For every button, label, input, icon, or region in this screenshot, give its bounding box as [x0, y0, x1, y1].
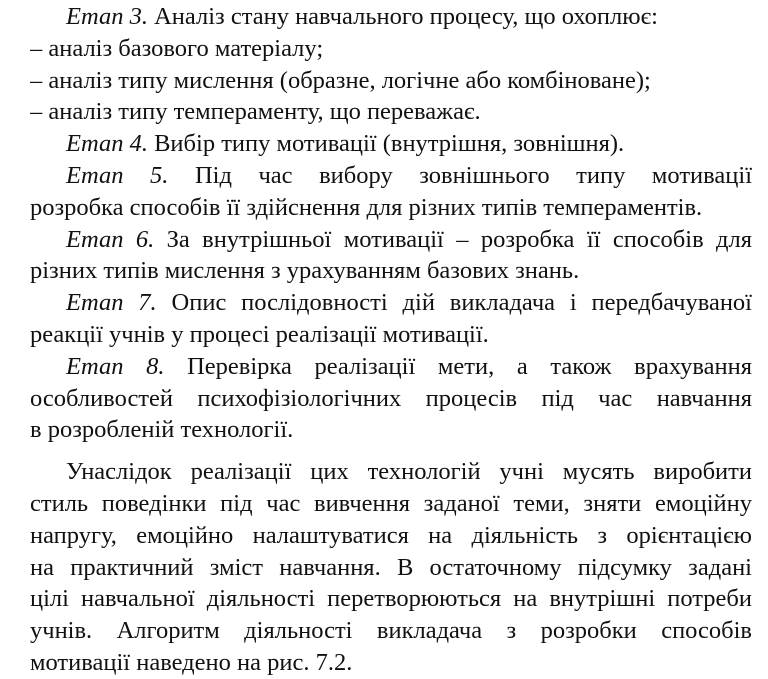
stage-4-label: Етап 4.: [66, 130, 148, 158]
stage-3-line: [30, 1, 752, 33]
conclusion-line-1: Унаслідок реалізації цих технологій учні мусять виробити: [66, 458, 752, 486]
analysis-item-base-material: – аналіз базового матеріалу;: [30, 34, 324, 62]
conclusion-line-2: стиль поведінки під час вивчення заданої теми, зняти емоційну: [30, 489, 752, 517]
stage-8-line-1: [30, 351, 752, 383]
stage-5-line-1: [30, 160, 752, 192]
document-page: [30, 0, 752, 679]
paragraph-gap: [30, 446, 752, 456]
stage-6-line-2: різних типів мислення з урахуванням базових знань.: [30, 257, 580, 285]
stage-7-line-1: [30, 287, 752, 319]
analysis-item-temperament: – аналіз типу темпераменту, що переважає.: [30, 98, 481, 126]
stage-3-text: Аналіз стану навчального процесу, що охоплює:: [147, 3, 658, 30]
stage-8-line-3: в розробленій технології.: [30, 416, 294, 444]
stage-3-label: Етап 3.: [66, 3, 148, 30]
stage-6-line-1: [30, 224, 752, 256]
stage-7-line-2: реакції учнів у процесі реалізації мотивації.: [30, 320, 489, 348]
stage-7-label: Етап 7.: [66, 289, 157, 317]
conclusion-line-5: цілі навчальної діяльності перетворюються на внутрішні потреби: [30, 585, 752, 613]
stage-8-line-2: особливостей психофізіологічних процесів під час навчання: [30, 384, 752, 412]
stage-7-text-1: Опис послідовності дій викладача і передбачуваної: [156, 289, 752, 317]
stage-8-text-1: Перевірка реалізації мети, а також врахування: [164, 352, 752, 380]
stage-6-label: Етап 6.: [66, 225, 155, 253]
stage-5-line-2: розробка способів її здійснення для різних типів темпераментів.: [30, 193, 703, 221]
analysis-item-thinking-type: – аналіз типу мислення (образне, логічне або комбіноване);: [30, 66, 651, 94]
conclusion-line-7: мотивації наведено на рис. 7.2.: [30, 648, 353, 676]
stage-4-text: Вибір типу мотивації (внутрішня, зовнішня).: [147, 130, 625, 158]
stage-5-label: Етап 5.: [66, 161, 169, 189]
stage-5-text-1: Під час вибору зовнішнього типу мотивації: [168, 161, 752, 189]
conclusion-line-4: на практичний зміст навчання. В остаточному підсумку задані: [30, 553, 752, 581]
conclusion-line-3: напругу, емоційно налаштуватися на діяльність з орієнтацією: [30, 521, 752, 549]
stage-8-label: Етап 8.: [66, 352, 165, 380]
stage-4-line: [30, 128, 752, 160]
conclusion-line-6: учнів. Алгоритм діяльності викладача з розробки способів: [30, 617, 752, 645]
stage-6-text-1: За внутрішньої мотивації – розробка її способів для: [154, 225, 752, 253]
